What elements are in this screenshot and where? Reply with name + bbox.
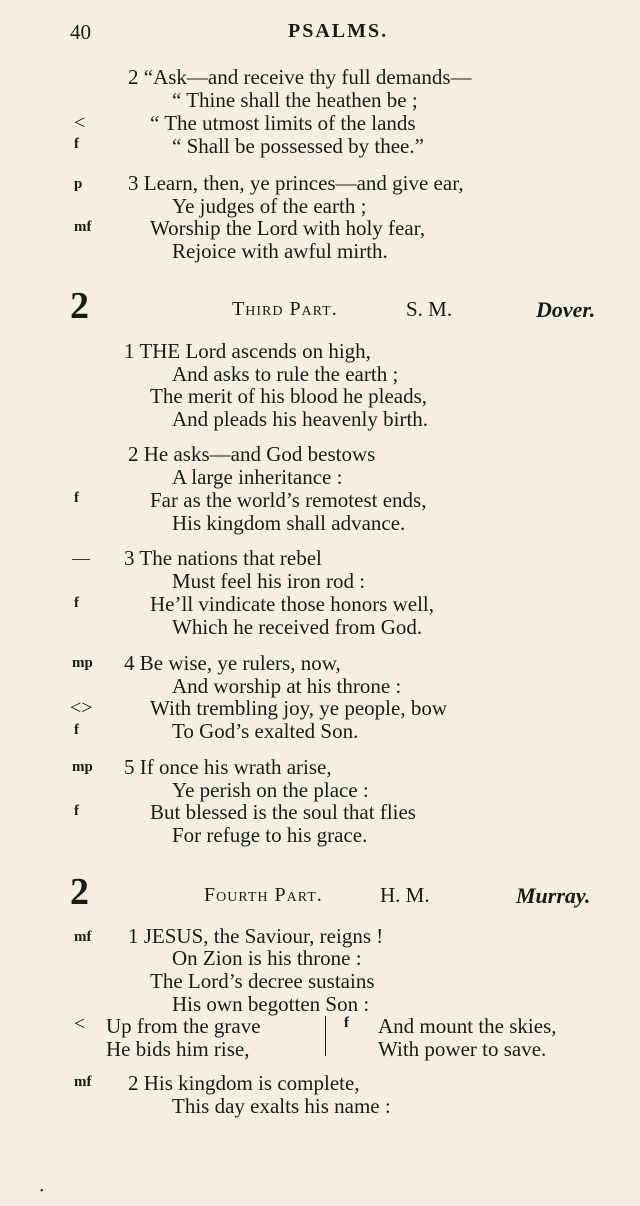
- verse-line: But blessed is the soul that flies: [150, 800, 416, 824]
- verse-line: 1 JESUS, the Saviour, reigns !: [128, 924, 384, 948]
- dynamic-mark: f: [74, 722, 79, 738]
- dynamic-mark: <: [74, 1013, 86, 1035]
- verse-line: For refuge to his grace.: [172, 823, 368, 847]
- verse-line: “ Thine shall the heathen be ;: [172, 88, 418, 112]
- dynamic-mark: mf: [74, 219, 92, 235]
- dynamic-mark: mf: [74, 1074, 92, 1090]
- verse-line: Must feel his iron rod :: [172, 569, 366, 593]
- verse-line: 2 “Ask—and receive thy full demands—: [128, 65, 472, 89]
- dynamic-mark: mf: [74, 929, 92, 945]
- verse-line: Ye perish on the place :: [172, 778, 369, 802]
- verse-line: Ye judges of the earth ;: [172, 194, 367, 218]
- verse-line: “ Shall be possessed by thee.”: [172, 134, 424, 158]
- page-number: 40: [70, 20, 91, 44]
- tune-name: Murray.: [516, 883, 591, 908]
- verse-line: Which he received from God.: [172, 615, 423, 639]
- verse-line: 4 Be wise, ye rulers, now,: [124, 651, 341, 675]
- verse-line: He bids him rise,: [106, 1037, 250, 1061]
- dynamic-mark: mp: [72, 759, 93, 775]
- verse-line: 1 THE Lord ascends on high,: [124, 339, 371, 363]
- meter: S. M.: [406, 297, 453, 321]
- dynamic-mark: f: [74, 490, 79, 506]
- verse-line: And pleads his heavenly birth.: [172, 407, 429, 431]
- verse-line: A large inheritance :: [172, 465, 343, 489]
- verse-line: On Zion is his throne :: [172, 946, 362, 970]
- verse-line: With power to save.: [378, 1037, 547, 1061]
- dynamic-mark: —: [72, 548, 90, 568]
- dynamic-mark: f: [344, 1015, 349, 1031]
- verse-line: 5 If once his wrath arise,: [124, 755, 332, 779]
- verse-line: 3 The nations that rebel: [124, 546, 322, 570]
- verse-line: 2 He asks—and God bestows: [128, 442, 376, 466]
- verse-line: Worship the Lord with holy fear,: [150, 216, 426, 240]
- verse-line: The merit of his blood he pleads,: [150, 384, 428, 408]
- dynamic-mark: f: [74, 136, 79, 152]
- verse-line: Rejoice with awful mirth.: [172, 239, 388, 263]
- divider-rule: [325, 1016, 326, 1056]
- part-title: Third Part.: [232, 298, 338, 320]
- verse-line: With trembling joy, ye people, bow: [150, 696, 447, 720]
- verse-line: And asks to rule the earth ;: [172, 362, 399, 386]
- dynamic-mark: <>: [70, 697, 93, 719]
- meter: H. M.: [380, 883, 430, 907]
- verse-line: And worship at his throne :: [172, 674, 402, 698]
- verse-line: His kingdom shall advance.: [172, 511, 406, 535]
- verse-line: The Lord’s decree sustains: [150, 969, 375, 993]
- verse-line: This day exalts his name :: [172, 1094, 391, 1118]
- verse-line: 2 His kingdom is complete,: [128, 1071, 360, 1095]
- verse-line: “ The utmost limits of the lands: [150, 111, 416, 135]
- dynamic-mark: f: [74, 595, 79, 611]
- psalm-number: 2: [70, 871, 89, 913]
- dynamic-mark: f: [74, 803, 79, 819]
- running-head: PSALMS.: [288, 20, 389, 42]
- verse-line: To God’s exalted Son.: [172, 719, 359, 743]
- verse-line: His own begotten Son :: [172, 992, 370, 1016]
- part-title: Fourth Part.: [204, 884, 323, 906]
- verse-line: Far as the world’s remotest ends,: [150, 488, 427, 512]
- dynamic-mark: mp: [72, 655, 93, 671]
- verse-line: Up from the grave: [106, 1014, 261, 1038]
- tune-name: Dover.: [536, 297, 596, 322]
- dynamic-mark: <: [74, 112, 86, 134]
- psalm-number: 2: [70, 285, 89, 327]
- dynamic-mark: p: [74, 176, 83, 192]
- verse-line: He’ll vindicate those honors well,: [150, 592, 435, 616]
- verse-line: And mount the skies,: [378, 1014, 557, 1038]
- ink-speck: •: [40, 1186, 44, 1197]
- verse-line: 3 Learn, then, ye princes—and give ear,: [128, 171, 464, 195]
